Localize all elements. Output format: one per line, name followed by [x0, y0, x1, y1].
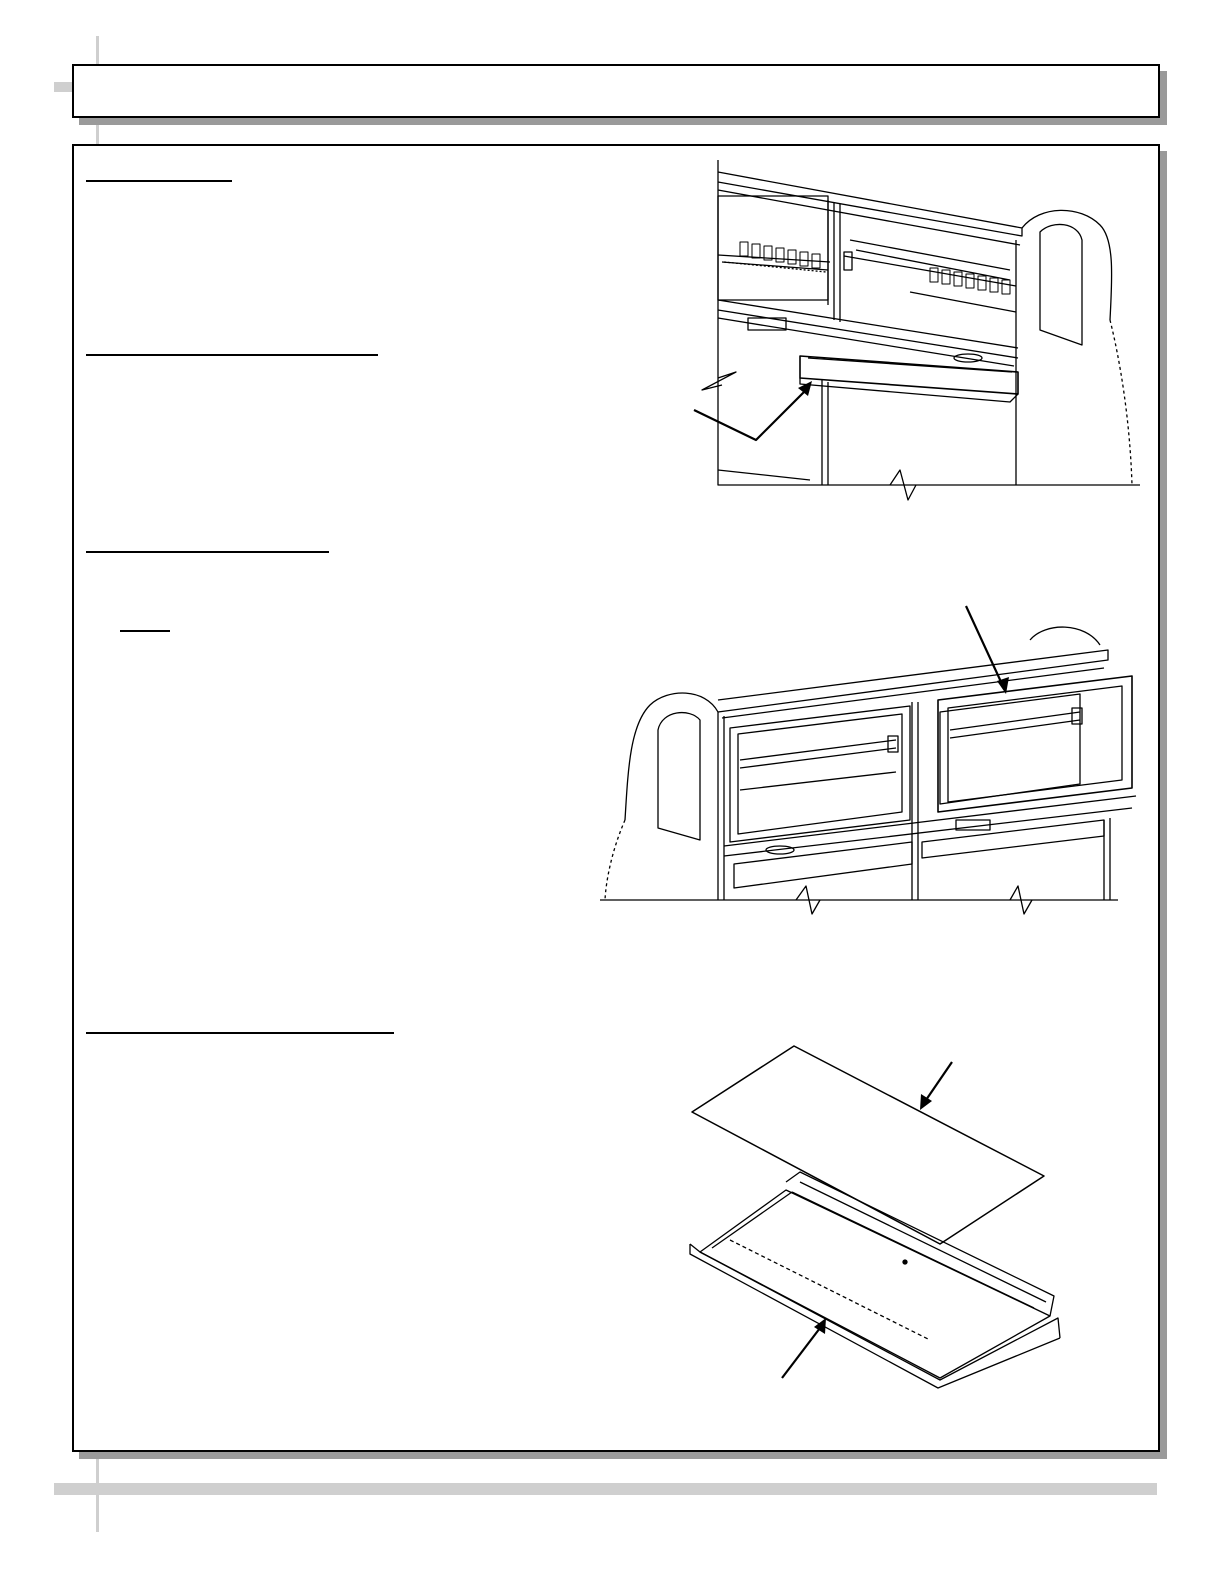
shelf-assembly-figure: [680, 1040, 1100, 1400]
section-heading-3-underline: [86, 551, 329, 553]
header-title-box: [72, 64, 1160, 118]
front-rail-figure: [690, 155, 1150, 505]
section-heading-2-underline: [86, 354, 378, 356]
sliding-door-figure: [598, 600, 1138, 930]
section-heading-4-underline: [86, 1032, 394, 1034]
crop-mark-left: [54, 82, 74, 92]
section-heading-1-underline: [86, 180, 232, 182]
footer-bar: [54, 1483, 1157, 1495]
note-label-underline: [120, 630, 170, 632]
